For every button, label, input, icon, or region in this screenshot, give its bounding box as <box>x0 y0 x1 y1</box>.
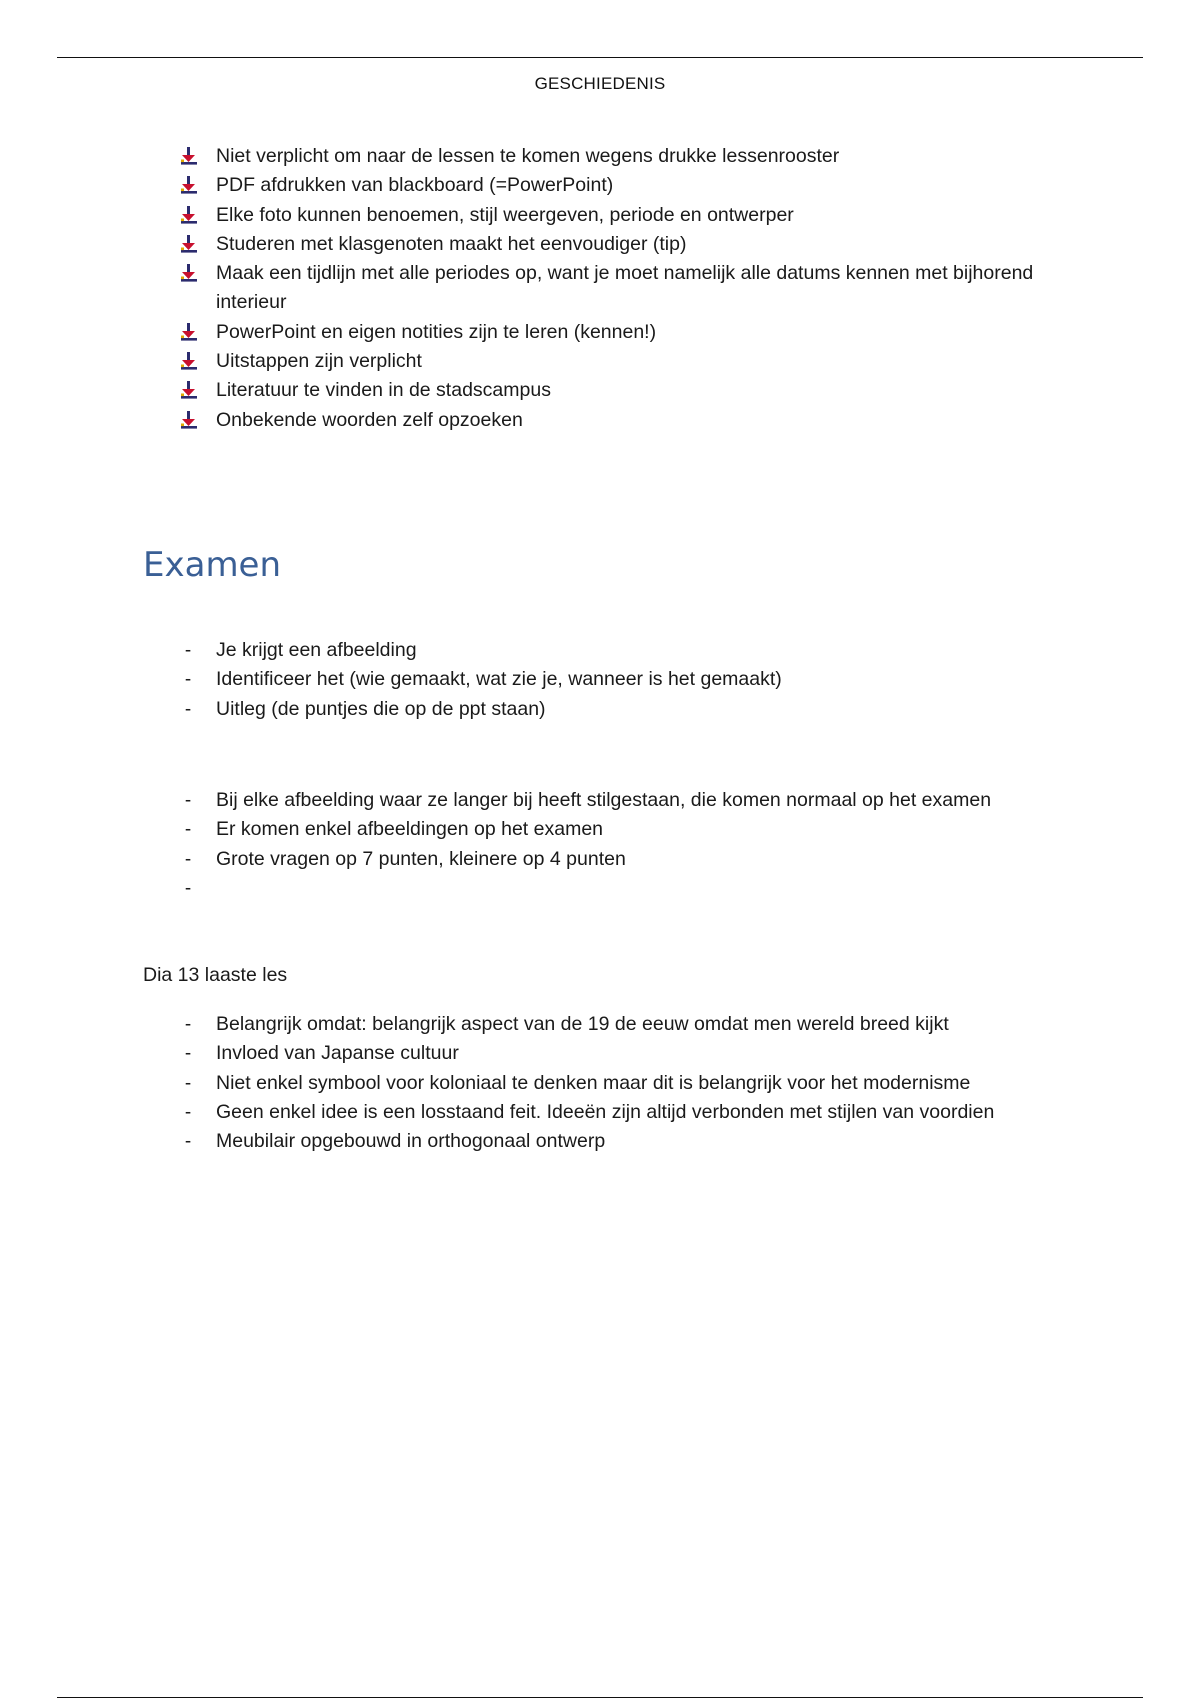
dash-bullet: - <box>184 1043 192 1065</box>
list-item-text: Bij elke afbeelding waar ze langer bij heeft stilgestaan, die komen normaal op het examen <box>216 789 992 811</box>
list-item <box>0 1039 1076 1068</box>
arrow-down-bullet-icon <box>179 234 199 254</box>
dash-bullet: - <box>184 790 192 811</box>
dia-list <box>0 1010 1076 1156</box>
list-item <box>0 636 1076 665</box>
list-item-text: Onbekende woorden zelf opzoeken <box>216 408 523 431</box>
list-item-text: Niet verplicht om naar de lessen te komen wegens drukke lessenrooster <box>216 145 840 167</box>
list-item <box>0 695 1076 724</box>
dash-bullet: - <box>184 1014 192 1035</box>
tips-list <box>0 142 1076 435</box>
footer-rule <box>57 1697 1143 1698</box>
list-item-text: Belangrijk omdat: belangrijk aspect van de 19 de eeuw omdat men wereld breed kijkt <box>216 1013 949 1035</box>
list-item <box>0 815 1076 844</box>
list-item <box>0 1098 1076 1127</box>
exam-list-a <box>0 636 1076 724</box>
dash-bullet: - <box>184 640 192 661</box>
arrow-down-bullet-icon <box>179 380 199 400</box>
arrow-down-bullet-icon <box>179 205 199 225</box>
list-item-text: Uitleg (de puntjes die op de ppt staan) <box>216 697 546 720</box>
list-item-text: Je krijgt een afbeelding <box>216 639 417 661</box>
page-header-title: GESCHIEDENIS <box>534 74 666 93</box>
list-item-text: Maak een tijdlijn met alle periodes op, want je moet namelijk alle datums kennen met bijhorend interieur <box>216 262 1034 314</box>
list-item-text: Meubilair opgebouwd in orthogonaal ontwerp <box>216 1130 606 1153</box>
list-item <box>0 347 1076 376</box>
list-item-text: Grote vragen op 7 punten, kleinere op 4 punten <box>216 847 626 870</box>
list-item <box>0 665 1076 694</box>
list-item <box>0 230 1076 259</box>
arrow-down-bullet-icon <box>179 146 199 166</box>
dash-bullet: - <box>184 1072 192 1094</box>
arrow-down-bullet-icon <box>179 175 199 195</box>
list-item-text: Geen enkel idee is een losstaand feit. Ideeën zijn altijd verbonden met stijlen van voordien <box>216 1100 995 1123</box>
arrow-down-bullet-icon <box>179 322 199 342</box>
dash-bullet: - <box>184 698 192 720</box>
dash-bullet: - <box>184 1131 192 1153</box>
list-item-text: Elke foto kunnen benoemen, stijl weergeven, periode en ontwerper <box>216 203 794 226</box>
dash-bullet: - <box>184 877 192 899</box>
list-item <box>0 786 1076 815</box>
list-item-text: Identificeer het (wie gemaakt, wat zie je, wanneer is het gemaakt) <box>216 668 782 691</box>
list-item-text: Uitstappen zijn verplicht <box>216 350 422 373</box>
list-item-text: Studeren met klasgenoten maakt het eenvoudiger (tip) <box>216 232 687 255</box>
list-item <box>0 376 1076 405</box>
arrow-down-bullet-icon <box>179 351 199 371</box>
section-heading-examen: Examen <box>143 545 282 585</box>
exam-list-b <box>0 786 1076 899</box>
list-item-text: PDF afdrukken van blackboard (=PowerPoint) <box>216 174 614 197</box>
list-item <box>0 142 1076 171</box>
header-rule <box>57 57 1143 58</box>
list-item <box>0 406 1076 435</box>
dia-title: Dia 13 laaste les <box>143 964 288 986</box>
list-item <box>0 171 1076 200</box>
dash-bullet: - <box>184 848 192 870</box>
list-item <box>0 1127 1076 1156</box>
list-item-text: Er komen enkel afbeeldingen op het examen <box>216 818 604 841</box>
list-item <box>0 259 1076 318</box>
list-item <box>0 845 1076 874</box>
arrow-down-bullet-icon <box>179 263 199 283</box>
dash-bullet: - <box>184 1101 192 1123</box>
dash-bullet: - <box>184 819 192 841</box>
list-item <box>0 1010 1076 1039</box>
list-item-text: PowerPoint en eigen notities zijn te leren (kennen!) <box>216 320 657 343</box>
list-item <box>0 318 1076 347</box>
dash-bullet: - <box>184 669 192 691</box>
list-item-text: Niet enkel symbool voor koloniaal te denken maar dit is belangrijk voor het modernisme <box>216 1071 971 1094</box>
list-item <box>0 1069 1076 1098</box>
list-item-text: Literatuur te vinden in de stadscampus <box>216 379 551 402</box>
list-item-text: Invloed van Japanse cultuur <box>216 1042 459 1065</box>
arrow-down-bullet-icon <box>179 410 199 430</box>
list-item <box>0 201 1076 230</box>
